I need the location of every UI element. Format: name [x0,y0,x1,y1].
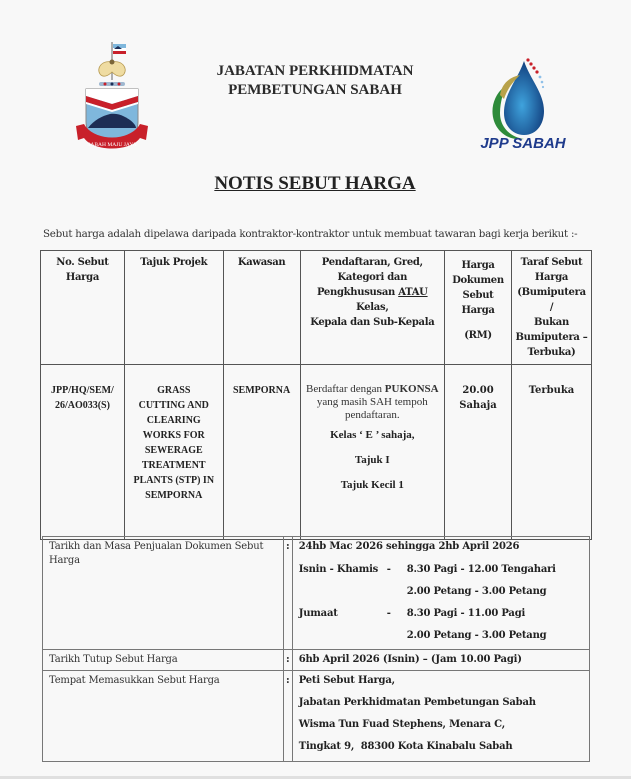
registration-text: pendaftaran. [344,409,400,421]
quotation-info-table [42,536,590,762]
table-row [41,365,592,540]
colon-separator: : [284,537,293,650]
header-text: Dokumen [452,275,504,286]
header-text-part: Pengkhususan [316,287,399,298]
table-header-row [41,251,592,365]
header-text: Harga [65,272,100,283]
place-line: Tingkat 9, 88300 Kota Kinabalu Sabah [298,741,513,752]
header-text: Kategori dan [337,272,408,283]
organization-name [180,62,450,100]
registration-text [304,383,442,396]
schedule-days: Jumaat [298,608,338,619]
info-row-closing [43,650,590,671]
header-registration [300,251,445,365]
schedule-time: 8.30 Pagi - 11.00 Pagi [406,608,526,619]
header-project-title [124,251,223,365]
project-title-line: SEWERAGE [144,445,203,456]
schedule-time: 2.00 Petang - 3.00 Petang [406,586,547,597]
colon-separator: : [284,650,293,671]
schedule-dash: - [386,608,391,619]
cell-area: SEMPORNA [223,365,300,540]
registration-text: yang masih SAH tempoh [316,396,428,408]
project-title-line: CLEARING [146,415,201,426]
cell-registration [300,365,445,540]
place-line: Wisma Tun Fuad Stephens, Menara C, [298,719,505,730]
project-title-line: TREATMENT [141,460,206,471]
info-row-place [43,671,590,762]
header-text: Taraf Sebut [520,257,583,268]
header-text-underlined: ATAU [398,287,428,298]
schedule-dash: - [386,564,391,575]
schedule-days: Isnin - Khamis [298,564,379,575]
header-text: Kepala dan Sub-Kepala [310,317,435,328]
header-text [304,285,442,315]
project-title-line: PLANTS (STP) IN [133,475,215,486]
header-text: Tajuk Projek [140,257,208,268]
header-text: Harga [534,272,569,283]
project-title-line: SEMPORNA [145,490,203,501]
place-line: Peti Sebut Harga, [298,675,395,686]
header-quote-status [511,251,591,365]
closing-value: 6hb April 2026 (Isnin) – (Jam 10.00 Pagi) [292,650,589,671]
registration-subheading: Tajuk Kecil 1 [340,479,404,491]
header-text: Harga [461,260,495,271]
place-line: Jabatan Perkhidmatan Pembetungan Sabah [298,697,536,708]
header-text: No. Sebut [56,257,109,268]
quote-number-line: 26/AO033(S) [54,400,110,411]
registration-prefix: Berdaftar dengan [306,383,385,395]
organization-name-line2: PEMBETUNGAN SABAH [228,82,402,98]
closing-label: Tarikh Tutup Sebut Harga [43,650,284,671]
header-text: Bumiputera – [515,332,588,343]
header-text: Harga [461,305,495,316]
registration-heading: Tajuk I [354,454,390,466]
place-value [292,671,589,762]
sale-value [292,537,589,650]
header-document-price [445,251,512,365]
registration-class: Kelas ‘ E ’ sahaja, [330,429,415,441]
header-text: Sebut [462,290,494,301]
schedule-time: 2.00 Petang - 3.00 Petang [406,630,547,641]
jpp-sabah-logo [478,55,568,155]
info-row-sale [43,537,590,650]
document-price: 20.00 [462,385,494,396]
cell-quote-status: Terbuka [511,365,591,540]
document-price-note: Sahaja [459,400,497,411]
project-title-line: CUTTING AND [138,400,209,411]
colon-separator: : [284,671,293,762]
cell-project-title [124,365,223,540]
project-title-line: GRASS [157,385,191,396]
organization-name-line1: JABATAN PERKHIDMATAN [216,63,414,79]
header-text: Bukan [534,317,569,328]
header-area [223,251,300,365]
header-text: (RM) [464,330,492,341]
crest-motto: SABAH MAJU JAYA [87,142,137,148]
header-text: Terbuka) [527,347,576,358]
header-text: (Bumiputera / [517,287,586,313]
header-text: Pendaftaran, Gred, [321,257,423,268]
cell-document-price [445,365,512,540]
sale-schedule [299,563,583,643]
header-text: Kawasan [237,257,286,268]
header-quote-number [41,251,125,365]
jpp-sabah-logo-text: JPP SABAH [480,135,566,152]
quotation-table [40,250,592,540]
notice-title: NOTIS SEBUT HARGA [214,173,416,194]
header-text-part: Kelas, [356,302,389,313]
registration-body: PUKONSA [384,383,439,395]
intro-text: Sebut harga adalah dipelawa daripada kontraktor-kontraktor untuk membuat tawaran bagi kerja berikut :- [43,228,578,240]
project-title-line: WORKS FOR [142,430,205,441]
quote-number-line: JPP/HQ/SEM/ [51,385,114,396]
sale-dates: 24hb Mac 2026 sehingga 2hb April 2026 [298,541,520,552]
sale-label: Tarikh dan Masa Penjualan Dokumen Sebut Harga [43,537,284,650]
place-label: Tempat Memasukkan Sebut Harga [43,671,284,762]
schedule-time: 8.30 Pagi - 12.00 Tengahari [406,564,556,575]
sabah-crest-logo [72,40,152,155]
cell-quote-number [41,365,125,540]
